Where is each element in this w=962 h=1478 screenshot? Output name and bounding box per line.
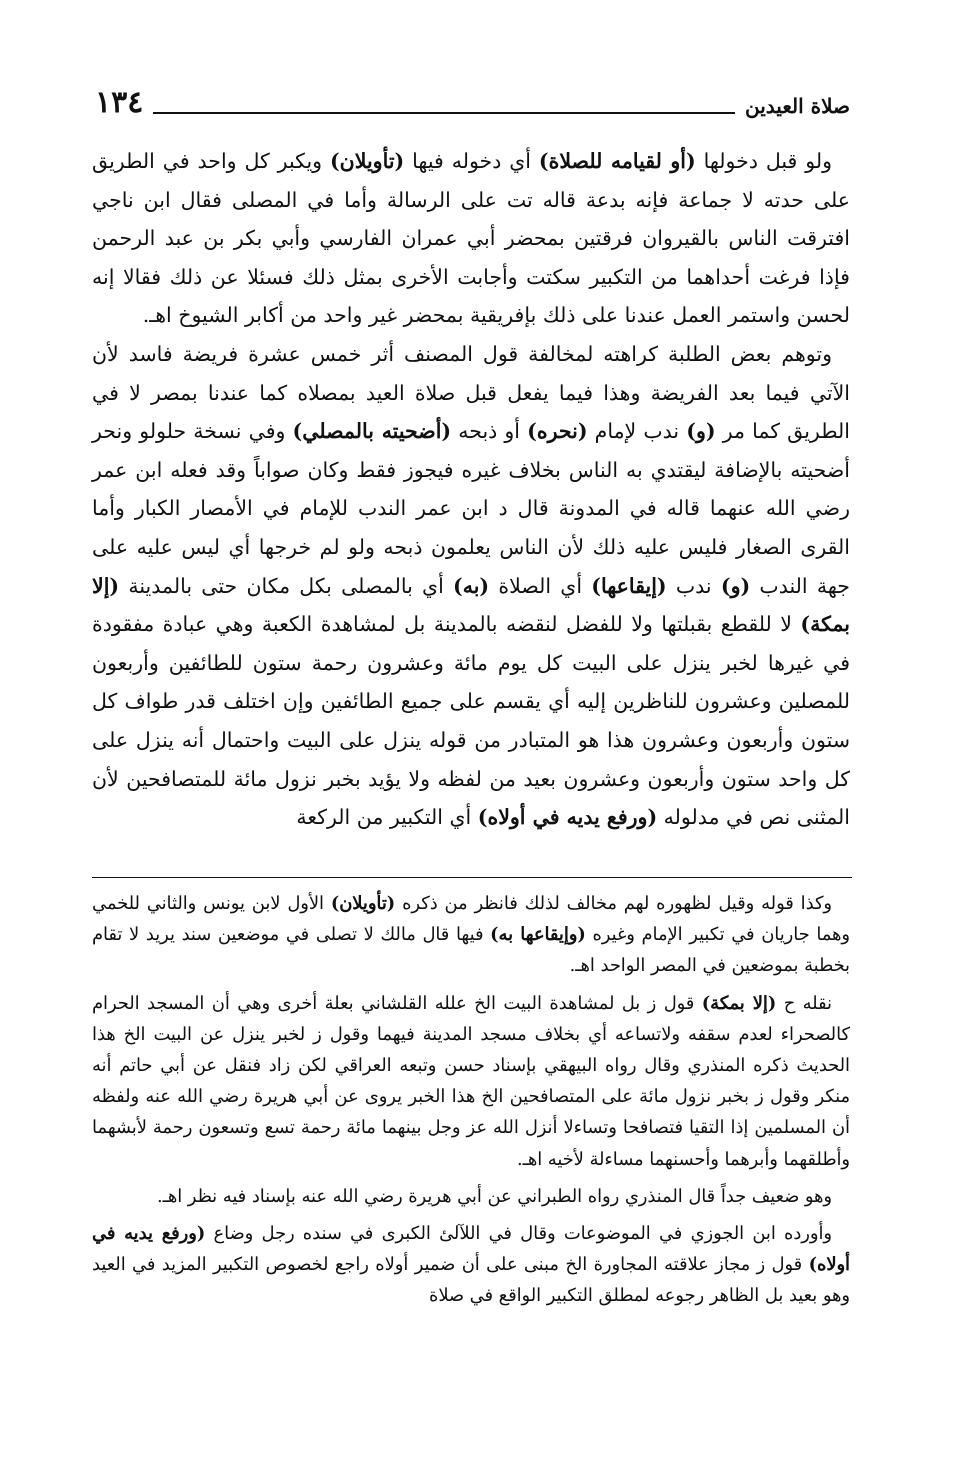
text-run: أي بالمصلى بكل مكان حتى بالمدينة (119, 573, 454, 598)
text-run: قول ز مجاز علاقته المجاورة الخ مبنى على أن ضمير أولاه راجع لخصوص التكبير المزيد في العيد وهو بعيد بل الظاهر رجوعه لمطلق التكبير الواقع في صلاة (92, 1254, 850, 1307)
bold-quoted-phrase: (ورفع يديه في أولاه) (477, 805, 658, 830)
bold-quoted-phrase: (إلا بمكة) (92, 573, 850, 637)
text-run: وفي نسخة حلولو ونحر أضحيته بالإضافة ليقتدي به الناس بخلاف غيره فيجوز فقط وكان صواباً وقد فعله ابن عمر رضي الله عنهما قاله في المدونة قال د ابن عمر الندب للإمام في الأمصار الكبار وأما القرى الصغار فليس عليه ذلك لأن الناس يعلمون ذبحه ولو لم خرجها أي ليس عليه على جهة الندب (92, 419, 850, 598)
text-run: الأول لابن يونس والثاني للخمي وهما جاريان في تكبير الإمام وغيره (92, 893, 850, 946)
main-paragraph (92, 142, 850, 335)
text-run: وتوهم بعض الطلبة كراهته لمخالفة قول المصنف أثر خمس عشرة فريضة فاسد لأن الآتي فيما بعد الفريضة وهذا فيما يفعل قبل صلاة العيد بمصلاه كما عندنا بمصر لا في الطريق كما مر (92, 341, 850, 444)
text-run: وهو ضعيف جداً قال المنذري رواه الطبراني عن أبي هريرة رضي الله عنه بإسناد فيه نظر اهـ. (156, 1185, 832, 1207)
text-run: ويكبر كل واحد في الطريق على حدته لا جماعة فإنه بدعة قاله تت على الرسالة وأما في المصلى فقال ابن ناجي افترقت الناس بالقيروان فرقتين بمحضر أبي عمران الفارسي وأبي بكر بن عبد الرحمن فإذا فرغت أحداهما من التكبير سكتت وأجابت الأخرى بمثل ذلك فسئلا عن ذلك فقالا إنه لحسن واستمر العمل عندنا على ذلك بإفريقية بمحضر غير واحد من أكابر الشيوخ اهـ. (92, 149, 850, 328)
footnote-paragraph (92, 1181, 850, 1212)
bold-quoted-phrase: (أضحيته بالمصلي) (292, 419, 452, 444)
bold-quoted-phrase: (نحره) (527, 419, 588, 444)
footnote-paragraph (92, 888, 850, 982)
text-run: نقله ح (776, 992, 832, 1014)
footnote-paragraph (92, 988, 850, 1175)
main-paragraph (92, 335, 850, 837)
bold-quoted-phrase: (تأويلان) (329, 149, 405, 173)
footnotes (92, 888, 850, 1318)
text-run: لا للقطع بقبلتها ولا للفضل لنقضه بالمدينة بل لمشاهدة الكعبة وهي عبادة مفقودة في غيرها لخبر ينزل على البيت كل يوم مائة وعشرون رحمة ستون للطائفين وأربعون للمصلين وعشرون للناظرين إليه أي يقسم على جميع الطائفين وإن اختلف قدر طواف كل ستون وأربعون وعشرون هذا هو المتبادر من قوله ينزل على البيت واحتمال أنه ينزل على كل واحد ستون وأربعون وعشرون بعيد من لفظه ولا يؤيد بخبر نزول مائة للمتصافحين لأن المثنى نص في مدلوله (92, 612, 850, 830)
text-run: وأورده ابن الجوزي في الموضوعات وقال في اللآلئ الكبرى في سنده رجل وضاع (205, 1223, 832, 1245)
bold-quoted-phrase: (إيقاعها) (591, 573, 667, 598)
text-run: أو ذبحه (451, 419, 528, 444)
bold-quoted-phrase: (وإيقاعها به) (490, 924, 586, 946)
header-rule (153, 112, 735, 114)
bold-quoted-phrase: (إلا بمكة) (701, 992, 777, 1014)
text-run: أي الصلاة (489, 573, 592, 598)
text-run: ولو قبل دخولها (695, 149, 832, 173)
bold-quoted-phrase: (و) (720, 573, 751, 598)
text-run: ندب لإمام (587, 419, 687, 444)
text-run: وكذا قوله وقيل لظهوره لهم مخالف لذلك فانظر من ذكره (395, 893, 832, 914)
bold-quoted-phrase: (أو لقيامه للصلاة) (538, 149, 696, 173)
text-run: أي دخوله فيها (404, 149, 539, 173)
text-run: فيها قال مالك لا تصلى في موضعين سند يريد لا تقام بخطبة بموضعين في المصر الواحد اهـ. (92, 924, 850, 977)
bold-quoted-phrase: (تأويلان) (330, 893, 396, 914)
bold-quoted-phrase: (و) (686, 419, 716, 444)
text-run: أي التكبير من الركعة (296, 805, 478, 830)
running-title: صلاة العيدين (745, 94, 850, 118)
footnote-separator (92, 877, 852, 878)
page-header (95, 78, 850, 118)
bold-quoted-phrase: (ورفع يديه في أولاه) (92, 1223, 850, 1276)
footnote-paragraph (92, 1218, 850, 1312)
text-run: قول ز بل لمشاهدة البيت الخ علله القلشاني بعلة أخرى وهي أن المسجد الحرام كالصحراء لعدم سقفه ولاتساعه أي بخلاف مسجد المدينة فيهما وقول ز لخبر ينزل عن البيت الخ هذا الحديث ذكره المنذري وقال رواه البيهقي بإسناد حسن وتبعه العراقي لكن زاد فنقل عن أبي حاتم أنه منكر وقول ز بخبر نزول مائة على المتصافحين الخ هذا الخبر يروى عن أبي هريرة رضي الله عنه ولفظه أن المسلمين إذا التقيا فتصافحا وتساءلا أنزل الله عز وجل بينهما مائة رحمة تسع وتسعون رحمة لأبشهما وأطلقهما وأبرهما وأحسنهما مساءلة لأخيه اهـ. (92, 992, 850, 1170)
text-run: ندب (666, 573, 721, 598)
bold-quoted-phrase: (به) (453, 573, 490, 598)
page-number: ١٣٤ (95, 85, 144, 120)
main-text (92, 142, 850, 837)
